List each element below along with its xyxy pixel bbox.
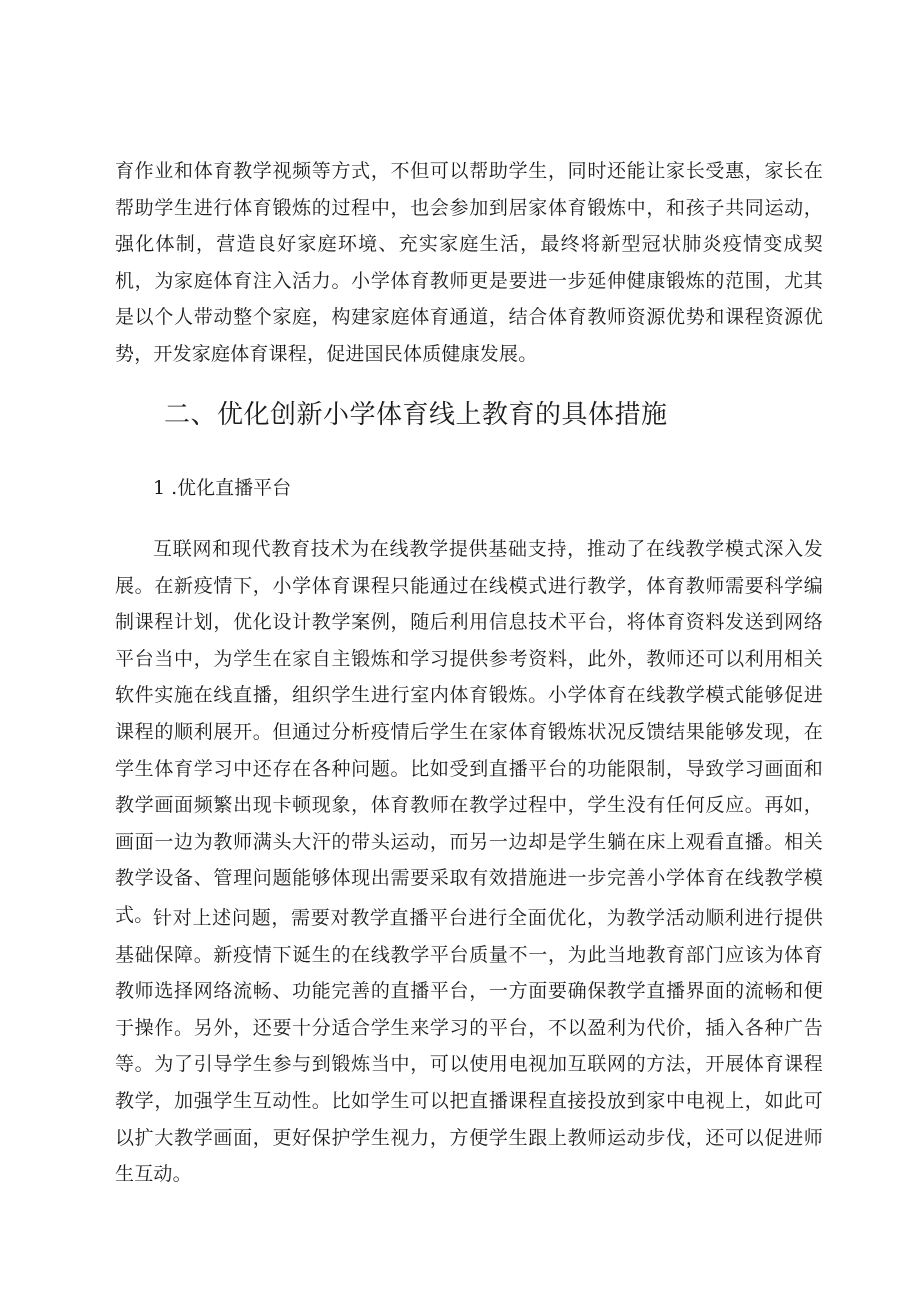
intro-paragraph: 育作业和体育教学视频等方式，不但可以帮助学生，同时还能让家长受惠，家长在帮助学生进行体育锻炼的过程中，也会参加到居家体育锻炼中，和孩子共同运动，强化体制，营造良好家庭环境、充实家庭生活，最终将新型冠状肺炎疫情变成契机，为家庭体育注入活力。小学体育教师更是要进一步延伸健康锻炼的范围，尤其是以个人带动整个家庭，构建家庭体育通道，结合体育教师资源优势和课程资源优势，开发家庭体育课程，促进国民体质健康发展。	[115, 160, 823, 365]
body-paragraph-2: 针对上述问题，需要对教学直播平台进行全面优化，为教学活动顺利进行提供基础保障。新疫情下诞生的在线教学平台质量不一，为此当地教育部门应该为体育教师选择网络流畅、功能完善的直播平台，一方面要确保教学直播界面的流畅和便于操作。另外，还要十分适合学生来学习的平台，不以盈利为代价，插入各种广告等。为了引导学生参与到锻炼当中，可以使用电视加互联网的方法，开展体育课程教学，加强学生互动性。比如学生可以把直播课程直接投放到家中电视上，如此可以扩大教学画面，更好保护学生视力，方便学生跟上教师运动步伐，还可以促进师生互动。	[115, 907, 823, 1186]
subsection-heading: 1 .优化直播平台	[153, 477, 292, 499]
section-heading: 二、优化创新小学体育线上教育的具体措施	[164, 400, 668, 430]
body-paragraph-1: 互联网和现代教育技术为在线教学提供基础支持，推动了在线教学模式深入发展。在新疫情下，小学体育课程只能通过在线模式进行教学，体育教师需要科学编制课程计划，优化设计教学案例，随后利用信息技术平台，将体育资料发送到网络平台当中，为学生在家自主锻炼和学习提供参考资料，此外，教师还可以利用相关软件实施在线直播，组织学生进行室内体育锻炼。小学体育在线教学模式能够促进课程的顺利展开。但通过分析疫情后学生在家体育锻炼状况反馈结果能够发现，在学生体育学习中还存在各种问题。比如受到直播平台的功能限制，导致学习画面和教学画面频繁出现卡顿现象，体育教师在教学过程中，学生没有任何反应。再如，画面一边为教师满头大汗的带头运动，而另一边却是学生躺在床上观看直播。相关教学设备、管理问题能够体现出需要采取有效措施进一步完善小学体育在线教学模式。	[115, 538, 823, 926]
